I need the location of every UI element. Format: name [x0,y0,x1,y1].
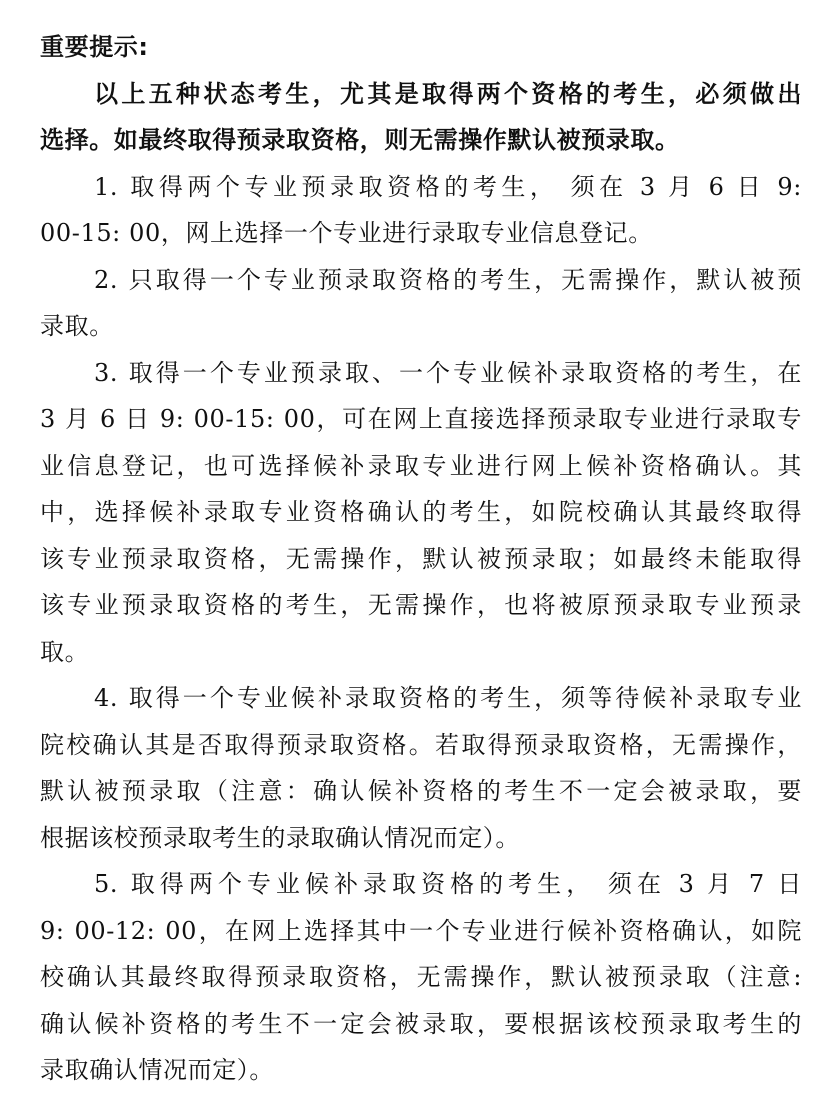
item-3 [40,350,802,676]
item-line: 3 月 6 日 9: 00-15: 00，可在网上直接选择预录取专业进行录取专 [40,405,802,433]
document-page [40,24,802,1094]
item-line: 根据该校预录取考生的录取确认情况而定）。 [40,823,520,852]
intro-paragraph [40,71,802,164]
item-line: 该专业预录取资格，无需操作，默认被预录取；如最终未能取得 [40,544,802,573]
item-5 [40,861,802,1094]
item-line: 录取。 [40,312,114,340]
item-line: 1. 取得两个专业预录取资格的考生， 须在 3 月 6 日 9: [94,172,802,201]
intro-line: 以上五种状态考生，尤其是取得两个资格的考生，必须做出 [94,79,802,108]
item-1 [40,164,802,257]
intro-line: 选择。如最终取得预录取资格，则无需操作默认被预录取。 [40,126,680,154]
item-line: 9: 00-12: 00，在网上选择其中一个专业进行候补资格确认，如院 [40,916,802,945]
item-line: 默认被预录取（注意：确认候补资格的考生不一定会被录取，要 [40,777,802,805]
item-line: 录取确认情况而定）。 [40,1056,274,1084]
item-line: 4. 取得一个专业候补录取资格的考生，须等待候补录取专业 [94,684,802,712]
item-line: 该专业预录取资格的考生，无需操作，也将被原预录取专业预录 [40,591,802,619]
item-4 [40,675,802,861]
item-line: 校确认其最终取得预录取资格，无需操作，默认被预录取（注意: [40,963,802,991]
item-line: 确认候补资格的考生不一定会被录取，要根据该校预录取考生的 [40,1009,802,1038]
item-line: 00-15: 00，网上选择一个专业进行录取专业信息登记。 [40,219,653,247]
item-line: 院校确认其是否取得预录取资格。若取得预录取资格，无需操作， [40,730,802,759]
notice-heading: 重要提示: [40,33,149,61]
item-line: 业信息登记，也可选择候补录取专业进行网上候补资格确认。其 [40,451,802,480]
item-line: 中，选择候补录取专业资格确认的考生，如院校确认其最终取得 [40,498,802,526]
item-line: 5. 取得两个专业候补录取资格的考生， 须在 3 月 7 日 [94,870,802,898]
item-line: 2. 只取得一个专业预录取资格的考生，无需操作，默认被预 [94,265,802,294]
item-line: 3. 取得一个专业预录取、一个专业候补录取资格的考生，在 [94,358,802,387]
item-line: 取。 [40,637,90,666]
item-2 [40,257,802,350]
